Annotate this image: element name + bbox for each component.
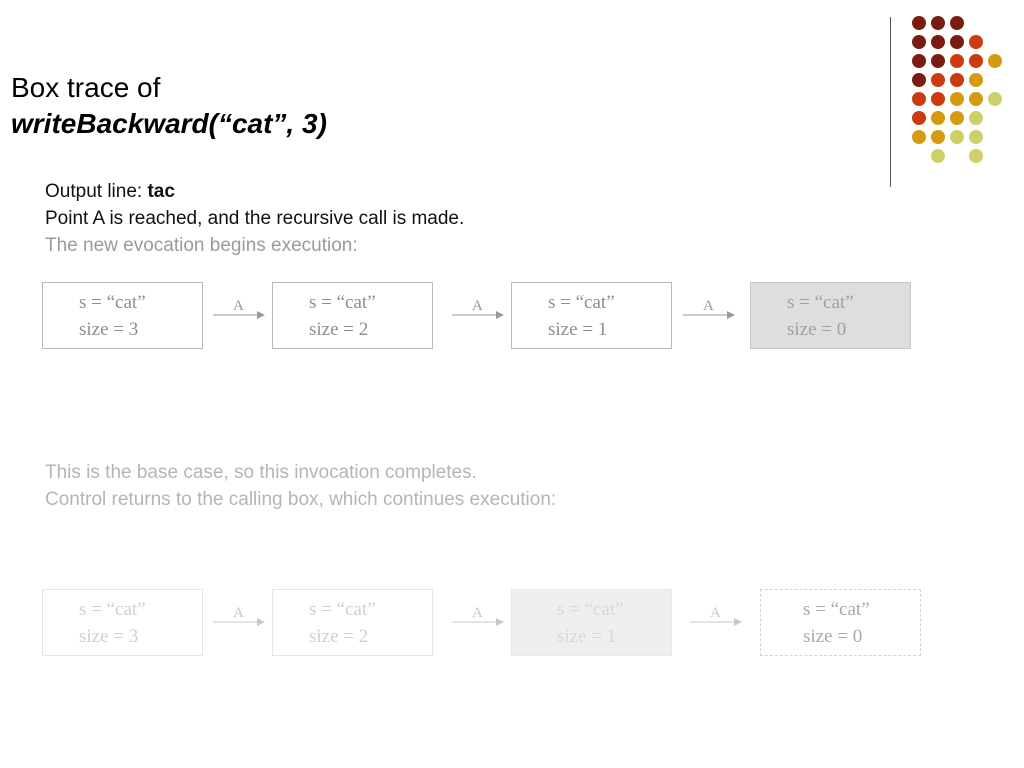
arrow-a (690, 605, 742, 635)
trace-box-size: size = 2 (309, 319, 369, 340)
trace-box-s: s = “cat” (557, 599, 624, 620)
trace-box (511, 282, 672, 349)
trace-box-s: s = “cat” (803, 599, 870, 620)
trace-box-size: size = 1 (557, 626, 617, 647)
arrow-a (213, 605, 265, 635)
dot (931, 35, 945, 49)
dot (931, 54, 945, 68)
dot (969, 149, 983, 163)
trace-box-completed (760, 589, 921, 656)
trace-box (42, 589, 203, 656)
arrow-right-icon (452, 617, 504, 629)
dot (988, 92, 1002, 106)
dot (931, 92, 945, 106)
dot (931, 73, 945, 87)
arrow-right-icon (452, 310, 504, 322)
base-case-message: This is the base case, so this invocation completes. (45, 462, 477, 483)
arrow-label: A (472, 298, 483, 314)
dot (912, 16, 926, 30)
arrow-label: A (233, 298, 244, 314)
dot (950, 92, 964, 106)
dot (931, 149, 945, 163)
output-line (45, 178, 175, 205)
arrow-label: A (233, 605, 244, 621)
trace-box-s: s = “cat” (787, 292, 854, 313)
dot (912, 54, 926, 68)
dot (931, 130, 945, 144)
dot (950, 35, 964, 49)
title-line-2: writeBackward(“cat”, 3) (11, 108, 327, 139)
dot (950, 73, 964, 87)
trace-box-size: size = 3 (79, 319, 139, 340)
trace-box-s: s = “cat” (309, 292, 376, 313)
output-line-value: tac (147, 181, 175, 202)
trace-box-current (750, 282, 911, 349)
trace-box (272, 589, 433, 656)
dot (969, 92, 983, 106)
arrow-a (452, 298, 504, 328)
dot (912, 111, 926, 125)
dot (969, 35, 983, 49)
trace-box-s: s = “cat” (309, 599, 376, 620)
arrow-label: A (703, 298, 714, 314)
trace-box-size: size = 0 (803, 626, 863, 647)
trace-box-s: s = “cat” (548, 292, 615, 313)
dot (950, 130, 964, 144)
arrow-label: A (472, 605, 483, 621)
trace-box (42, 282, 203, 349)
dot (912, 73, 926, 87)
arrow-a (452, 605, 504, 635)
trace-box-s: s = “cat” (79, 292, 146, 313)
trace-box (511, 589, 672, 656)
slide-title (11, 70, 327, 142)
arrow-a (213, 298, 265, 328)
output-line-label: Output line: (45, 181, 148, 202)
arrow-right-icon (213, 310, 265, 322)
dot (931, 16, 945, 30)
dot (969, 73, 983, 87)
dot (912, 130, 926, 144)
dot (912, 92, 926, 106)
trace-box-size: size = 1 (548, 319, 608, 340)
dot (969, 111, 983, 125)
dot (950, 54, 964, 68)
new-evocation-message: The new evocation begins execution: (45, 235, 358, 256)
trace-box-s: s = “cat” (79, 599, 146, 620)
dot (950, 111, 964, 125)
arrow-right-icon (690, 617, 742, 629)
point-a-message: Point A is reached, and the recursive call is made. (45, 208, 465, 229)
dot (931, 111, 945, 125)
dot (969, 54, 983, 68)
arrow-right-icon (213, 617, 265, 629)
arrow-a (683, 298, 735, 328)
dot (912, 35, 926, 49)
dot (969, 130, 983, 144)
trace-box (272, 282, 433, 349)
arrow-label: A (710, 605, 721, 621)
trace-box-size: size = 3 (79, 626, 139, 647)
arrow-right-icon (683, 310, 735, 322)
control-returns-message: Control returns to the calling box, which continues execution: (45, 489, 557, 510)
dot (950, 16, 964, 30)
dot (988, 54, 1002, 68)
title-line-1: Box trace of (11, 72, 161, 103)
vertical-divider (890, 17, 891, 187)
trace-box-size: size = 2 (309, 626, 369, 647)
trace-box-size: size = 0 (787, 319, 847, 340)
